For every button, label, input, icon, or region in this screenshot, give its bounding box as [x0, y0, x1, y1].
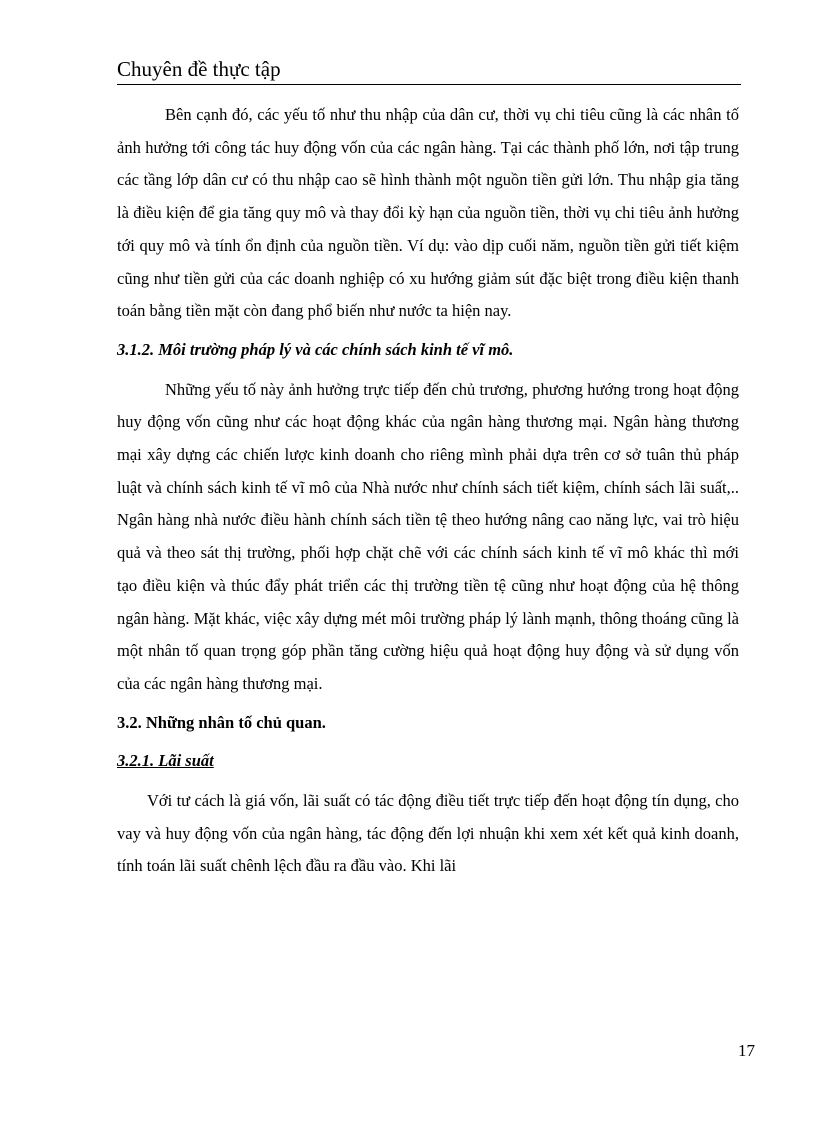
section-heading-3-1-2: 3.1.2. Môi trường pháp lý và các chính sách kinh tế vĩ mô.	[117, 339, 514, 359]
header-title: Chuyên đề thực tập	[117, 57, 281, 81]
page-number: 17	[738, 1041, 755, 1060]
section-heading-3-2-1	[117, 745, 739, 778]
section-heading-3-2-1-text: 3.2.1. Lãi suất	[117, 751, 214, 771]
paragraph-income-factors: Bên cạnh đó, các yếu tố như thu nhập của dân cư, thời vụ chi tiêu cũng là các nhân tố ảnh hưởng tới công tác huy động vốn của các ngân hàng. Tại các thành phố lớn, nơi tập trung các tầng lớp dân cư có thu nhập cao sẽ hình thành một nguồn tiền gửi lớn. Thu nhập gia tăng là điều kiện để gia tăng quy mô và thay đổi kỳ hạn của nguồn tiền, thời vụ chi tiêu ảnh hưởng tới quy mô và tính ổn định của nguồn tiền. Ví dụ: vào dịp cuối năm, nguồn tiền gửi tiết kiệm cũng như tiền gửi của các doanh nghiệp có xu hướng giảm sút đặc biệt trong điều kiện thanh toán bằng tiền mặt còn đang phổ biến như nước ta hiện nay.	[117, 105, 739, 321]
page-header	[117, 54, 741, 85]
section-heading-3-2: 3.2. Những nhân tố chủ quan.	[117, 712, 326, 732]
page-body	[117, 99, 739, 883]
paragraph-interest-rate: Với tư cách là giá vốn, lãi suất có tác động điều tiết trực tiếp đến hoạt động tín dụng, cho vay và huy động vốn của ngân hàng, tác động đến lợi nhuận khi xem xét kết quả kinh doanh, tính toán lãi suất chênh lệch đầu ra đầu vào. Khi lãi	[117, 791, 739, 876]
paragraph-legal-environment: Những yếu tố này ảnh hưởng trực tiếp đến chủ trương, phương hướng trong hoạt động huy động vốn cũng như các hoạt động khác của ngân hàng thương mại. Ngân hàng thương mại xây dựng các chiến lược kinh doanh cho riêng mình phải dựa trên cơ sở tuân thủ pháp luật và chính sách kinh tế vĩ mô của Nhà nước như chính sách tiết kiệm, chính sách lãi suất,.. Ngân hàng nhà nước điều hành chính sách tiền tệ theo hướng nâng cao năng lực, vai trò hiệu quả và theo sát thị trường, phối hợp chặt chẽ với các chính sách kinh tế vĩ mô khác thì mới tạo điều kiện và thúc đẩy phát triển các thị trường tiền tệ cũng như hoạt động của hệ thông ngân hàng. Mặt khác, việc xây dựng mét môi trường pháp lý lành mạnh, thông thoáng cũng là một nhân tố quan trọng góp phần tăng cường hiệu quả hoạt động huy động và sử dụng vốn của các ngân hàng thương mại.	[117, 379, 739, 693]
